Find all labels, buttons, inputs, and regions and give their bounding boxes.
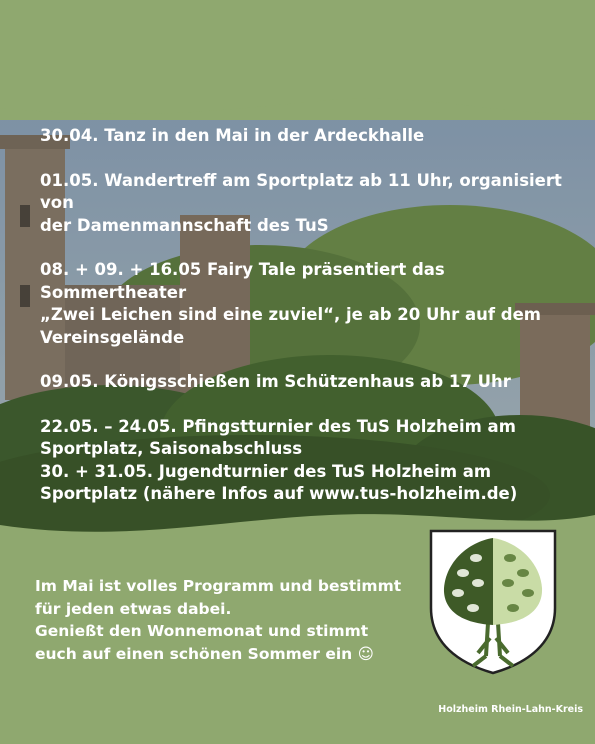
event-line: 22.05. – 24.05. Pfingstturnier des TuS Holzheim am [40,416,516,436]
footer-location: Holzheim Rhein-Lahn-Kreis [438,704,583,715]
event-line: Vereinsgelände [40,327,185,347]
header-background [0,0,595,120]
event-line: der Damenmannschaft des TuS [40,215,329,235]
closing-line: Genießt den Wonnemonat und stimmt [35,622,369,640]
event-line: Sportplatz, Saisonabschluss [40,439,303,458]
closing-line: für jeden etwas dabei. [35,599,232,618]
event-line: 30.04. Tanz in den Mai in der Ardeckhalle [40,126,425,145]
event-line: 01.05. Wandertreff am Sportplatz ab 11 Uhr, organisiert von [40,170,562,212]
event-line: Sportplatz (nähere Infos auf www.tus-holzheim.de) [40,484,518,503]
event-line: 09.05. Königsschießen im Schützenhaus ab 17 Uhr [40,372,511,391]
event-line: 30. + 31.05. Jugendturnier des TuS Holzheim am [40,461,492,481]
closing-text [35,575,435,665]
closing-line: Im Mai ist volles Programm und bestimmt [35,577,402,595]
closing-line: euch auf einen schönen Sommer ein ☺ [35,644,374,663]
events-list [40,125,590,506]
coat-of-arms-icon [428,528,558,676]
event-line: 08. + 09. + 16.05 Fairy Tale präsentiert das Sommertheater [40,260,445,302]
event-line: „Zwei Leichen sind eine zuviel“, je ab 20 Uhr auf dem [40,305,541,324]
